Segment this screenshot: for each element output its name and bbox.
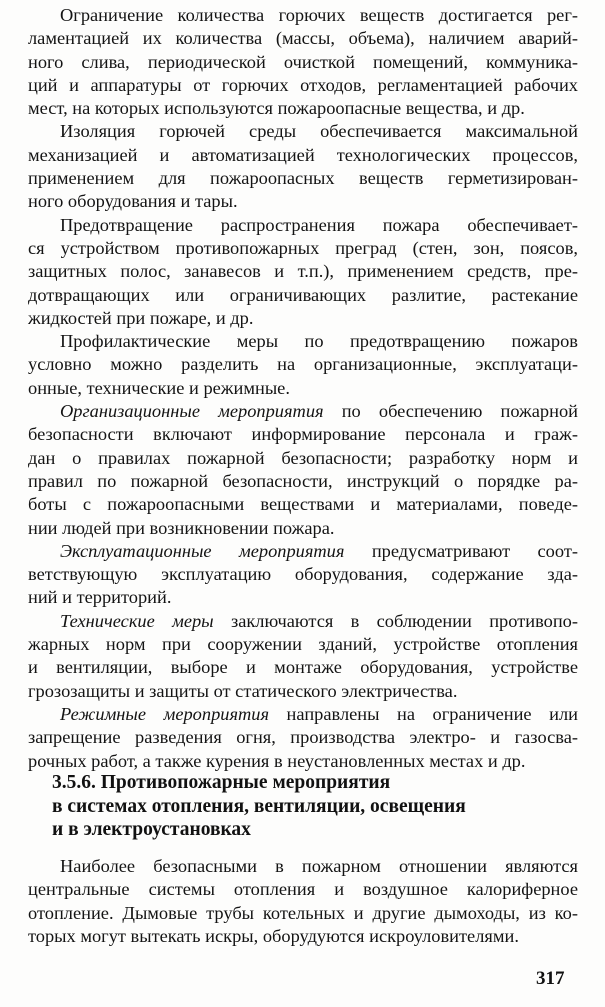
text-line: Наиболее безопасными в пожарном отношении являются	[60, 856, 578, 876]
paragraph-organizational	[28, 400, 578, 540]
page-number: 317	[536, 968, 565, 989]
text-line: ций и аппаратуры от горючих отходов, регламентацией рабочих	[28, 74, 578, 95]
body-text-bottom	[28, 855, 578, 948]
paragraph-fuel-limitation	[28, 4, 578, 120]
text-line: ного слива, периодической очисткой помещений, коммуника-	[28, 51, 578, 72]
text-line: правил по пожарной безопасности, инструкций о порядке ра-	[28, 470, 578, 491]
heading-line: 3.5.6. Противопожарные мероприятия	[52, 772, 391, 793]
text-line	[28, 610, 578, 633]
text-line: ветствующую эксплуатацию оборудования, содержание зда-	[28, 564, 578, 585]
text-line: и вентиляции, выборе и монтаже оборудования, устройстве	[28, 657, 578, 678]
paragraph-isolation	[28, 120, 578, 213]
text-line: Ограничение количества горючих веществ достигается рег-	[60, 5, 578, 25]
text-line: рочных работ, а также курения в неустановленных местах и др.	[28, 750, 526, 771]
text-line: ного оборудования и тары.	[28, 191, 238, 212]
text-line: дотвращающих или ограничивающих разлитие, растекание	[28, 284, 578, 305]
text-line: Изоляция горючей среды обеспечивается максимальной	[60, 121, 578, 142]
text-line: безопасности включают информирование персонала и граж-	[28, 424, 578, 445]
text-line: центральные системы отопления и воздушное калориферное	[28, 879, 578, 900]
heading-line: и в электроустановках	[52, 819, 251, 840]
italic-term: Эксплуатационные мероприятия	[60, 540, 345, 561]
text-line: жарных норм при сооружении зданий, устройстве отопления	[28, 634, 578, 655]
paragraph-operational	[28, 540, 578, 610]
text-line: жидкостей при пожаре, и др.	[28, 307, 254, 328]
text-run: предусматривают соот-	[344, 540, 578, 561]
paragraph-heating-safety	[28, 855, 578, 948]
text-line: нии людей при возникновении пожара.	[28, 517, 335, 538]
text-line: механизацией и автоматизацией технологических процессов,	[28, 144, 578, 165]
text-line	[28, 400, 578, 423]
text-line: ся устройством противопожарных преград (стен, зон, поясов,	[28, 237, 578, 258]
italic-term: Режимные мероприятия	[60, 703, 270, 724]
text-line: торых могут вытекать искры, оборудуются искроуловителями.	[28, 925, 519, 946]
text-line	[28, 703, 578, 726]
text-line	[28, 540, 578, 563]
text-line: запрещение разведения огня, производства электро- и газосва-	[28, 727, 578, 748]
text-line: Предотвращение распространения пожара обеспечивает-	[60, 214, 578, 235]
text-line: боты с пожароопасными веществами и материалами, поведе-	[28, 494, 578, 515]
paragraph-preventive-measures	[28, 330, 578, 400]
text-line: онные, технические и режимные.	[28, 377, 290, 398]
text-line: дан о правилах пожарной безопасности; разработку норм и	[28, 447, 578, 468]
italic-term: Организационные мероприятия	[60, 401, 324, 422]
text-line: ний и территорий.	[28, 587, 172, 608]
heading-line: в системах отопления, вентиляции, освещения	[52, 795, 466, 817]
paragraph-spread-prevention	[28, 214, 578, 330]
text-line: ламентацией их количества (массы, объема), наличием аварий-	[28, 28, 578, 49]
italic-term: Технические меры	[60, 610, 214, 631]
text-run: по обеспечению пожарной	[323, 401, 578, 422]
text-line: условно можно разделить на организационные, эксплуатаци-	[28, 354, 578, 375]
body-text-top	[28, 4, 578, 773]
text-line: защитных полос, занавесов и т.п.), применением средств, пре-	[28, 261, 578, 282]
paragraph-regime	[28, 703, 578, 773]
paragraph-technical	[28, 610, 578, 703]
text-run: заключаются в соблюдении противопо-	[213, 610, 578, 631]
text-line: Профилактические меры по предотвращению пожаров	[60, 331, 578, 352]
section-heading	[52, 771, 552, 842]
text-line: отопление. Дымовые трубы котельных и другие дымоходы, из ко-	[28, 902, 578, 923]
text-line: мест, на которых используются пожароопасные вещества, и др.	[28, 98, 525, 119]
text-run: направлены на ограничение или	[269, 703, 578, 724]
text-line: применением для пожароопасных веществ герметизирован-	[28, 168, 578, 189]
text-line: грозозащиты и защиты от статического электричества.	[28, 680, 458, 701]
